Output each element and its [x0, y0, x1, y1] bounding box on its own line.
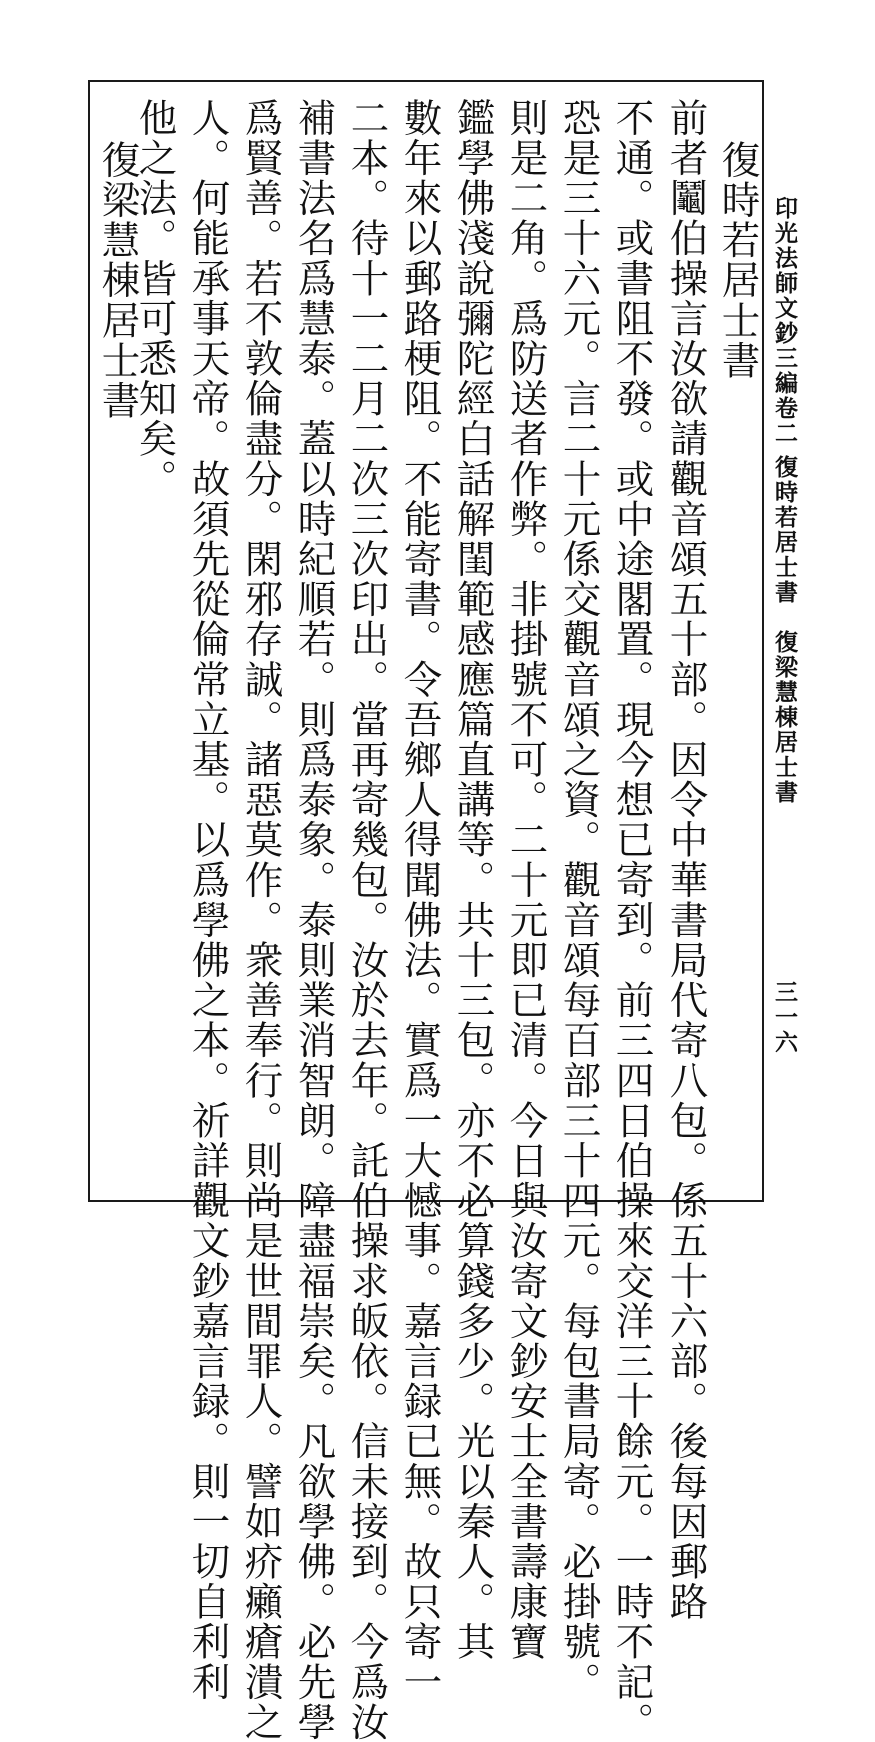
text-line-5: 鑑學佛淺說彌陀經白話解閨範感應篇直講等。共十三包。亦不必算錢多少。光以秦人。其 [450, 98, 496, 1662]
letter-title-shi-ruo: 復時若居士書 [715, 140, 761, 381]
text-line-2: 不通。或書阻不發。或中途閣置。現今想已寄到。前三四日伯操來交洋三十餘元。一時不記。 [609, 98, 655, 1742]
letter-title-liang-hui-dong: 復梁慧棟居士書 [95, 140, 141, 421]
text-line-6: 數年來以郵路梗阻。不能寄書。令吾鄉人得聞佛法。實爲一大憾事。嘉言録已無。故只寄一 [397, 98, 443, 1702]
text-line-4: 則是二角。爲防送者作弊。非掛號不可。二十元即已清。今日與汝寄文鈔安士全書壽康寶 [503, 98, 549, 1662]
text-line-7: 二本。待十一二月二次三次印出。當再寄幾包。汝於去年。託伯操求皈依。信未接到。今爲汝 [344, 98, 390, 1742]
text-line-3: 恐是三十六元。言二十元係交觀音頌之資。觀音頌每百部三十四元。每包書局寄。必掛號。 [556, 98, 602, 1702]
section-titles: 復時若居士書 復梁慧棟居士書 [771, 455, 798, 805]
text-line-8: 補書法名爲慧泰。蓋以時紀順若。則爲泰象。泰則業消智朗。障盡福崇矣。凡欲學佛。必先學 [291, 98, 337, 1742]
text-line-1: 前者鬮伯操言汝欲請觀音頌五十部。因令中華書局代寄八包。係五十六部。後每因郵路 [663, 98, 709, 1622]
text-line-9: 爲賢善。若不敦倫盡分。閑邪存誠。諸惡莫作。衆善奉行。則尚是世間罪人。譬如疥癩瘡潰之 [238, 98, 284, 1742]
text-line-10: 人。何能承事天帝。故須先從倫常立基。以爲學佛之本。祈詳觀文鈔嘉言録。則一切自利利 [185, 98, 231, 1702]
book-title: 印光法師文鈔三編卷二 [771, 196, 798, 446]
text-line-11: 他之法。皆可悉知矣。 [132, 98, 178, 499]
page-number: 三一六 [771, 980, 798, 1055]
